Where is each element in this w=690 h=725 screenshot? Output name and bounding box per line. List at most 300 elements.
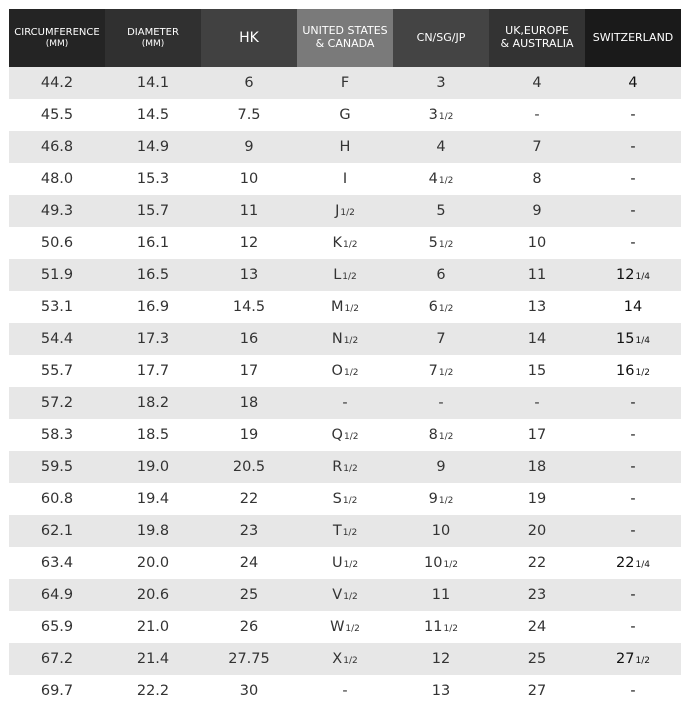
cell-fraction: 1/2 bbox=[344, 304, 359, 314]
diameter-cell bbox=[105, 515, 201, 547]
hk-cell bbox=[201, 227, 297, 259]
cell-fraction: 1/2 bbox=[438, 240, 454, 250]
cell-value: 8 bbox=[532, 171, 542, 187]
hk-cell bbox=[201, 195, 297, 227]
cell-value: Q bbox=[331, 427, 343, 443]
table-row bbox=[9, 419, 681, 451]
cell-value: 62.1 bbox=[40, 523, 74, 539]
cell-value: O bbox=[331, 363, 343, 379]
table-body bbox=[9, 67, 681, 707]
table-row bbox=[9, 547, 681, 579]
switzerland-cell bbox=[585, 195, 681, 227]
table-row bbox=[9, 675, 681, 707]
cell-value: 15 bbox=[527, 363, 547, 379]
cell-value: - bbox=[630, 459, 636, 475]
header-hk: HK bbox=[201, 9, 297, 67]
cell-value: 27 bbox=[527, 683, 547, 699]
circumference-cell bbox=[9, 355, 105, 387]
cell-value: 17.7 bbox=[136, 363, 170, 379]
switzerland-cell bbox=[585, 451, 681, 483]
cell-fraction: 1/2 bbox=[343, 464, 358, 474]
cell-value: 13 bbox=[239, 267, 259, 283]
cn-sg-jp-cell bbox=[393, 675, 489, 707]
circumference-cell bbox=[9, 419, 105, 451]
us-canada-cell bbox=[297, 611, 393, 643]
cell-fraction: 1/2 bbox=[438, 368, 454, 378]
cell-value: 22 bbox=[527, 555, 547, 571]
cell-value: 6 bbox=[428, 299, 438, 315]
table-row bbox=[9, 579, 681, 611]
circumference-cell bbox=[9, 611, 105, 643]
us-canada-cell bbox=[297, 451, 393, 483]
cell-value: 4 bbox=[628, 75, 638, 91]
ring-size-table bbox=[9, 9, 681, 707]
diameter-cell bbox=[105, 611, 201, 643]
us-canada-cell bbox=[297, 323, 393, 355]
uk-europe-australia-cell bbox=[489, 579, 585, 611]
diameter-cell bbox=[105, 387, 201, 419]
cell-value: - bbox=[630, 107, 636, 123]
us-canada-cell bbox=[297, 419, 393, 451]
cell-value: 10 bbox=[431, 523, 451, 539]
uk-europe-australia-cell bbox=[489, 483, 585, 515]
cell-value: 7.5 bbox=[237, 107, 261, 123]
cn-sg-jp-cell bbox=[393, 227, 489, 259]
cell-value: 14.1 bbox=[136, 75, 170, 91]
cell-value: 11 bbox=[527, 267, 547, 283]
cn-sg-jp-cell bbox=[393, 547, 489, 579]
diameter-cell bbox=[105, 291, 201, 323]
uk-europe-australia-cell bbox=[489, 291, 585, 323]
uk-europe-australia-cell bbox=[489, 643, 585, 675]
circumference-cell bbox=[9, 451, 105, 483]
cell-value: - bbox=[630, 139, 636, 155]
uk-europe-australia-cell bbox=[489, 67, 585, 99]
cell-value: 3 bbox=[436, 75, 446, 91]
cell-value: - bbox=[630, 203, 636, 219]
hk-cell bbox=[201, 419, 297, 451]
header-uk-europe-australia: UK,EUROPE & AUSTRALIA bbox=[489, 9, 585, 67]
cn-sg-jp-cell bbox=[393, 387, 489, 419]
cell-value: 14.5 bbox=[232, 299, 266, 315]
cell-value: 20 bbox=[527, 523, 547, 539]
diameter-cell bbox=[105, 579, 201, 611]
cn-sg-jp-cell bbox=[393, 483, 489, 515]
cell-value: 49.3 bbox=[40, 203, 74, 219]
cell-value: 18 bbox=[527, 459, 547, 475]
cell-fraction: 1/2 bbox=[635, 656, 650, 666]
cell-fraction: 1/2 bbox=[438, 176, 454, 186]
us-canada-cell bbox=[297, 483, 393, 515]
cell-value: - bbox=[630, 619, 636, 635]
table-row bbox=[9, 643, 681, 675]
switzerland-cell bbox=[585, 387, 681, 419]
switzerland-cell bbox=[585, 483, 681, 515]
cell-fraction: 1/4 bbox=[635, 336, 650, 346]
cell-value: 20.6 bbox=[136, 587, 170, 603]
diameter-cell bbox=[105, 323, 201, 355]
cell-value: 9 bbox=[532, 203, 542, 219]
hk-cell bbox=[201, 163, 297, 195]
cell-value: - bbox=[630, 491, 636, 507]
cell-value: J bbox=[335, 203, 340, 219]
cell-value: 3 bbox=[428, 107, 438, 123]
diameter-cell bbox=[105, 643, 201, 675]
switzerland-cell bbox=[585, 675, 681, 707]
cell-value: 12 bbox=[239, 235, 259, 251]
cell-value: 46.8 bbox=[40, 139, 74, 155]
hk-cell bbox=[201, 67, 297, 99]
cell-value: - bbox=[342, 683, 348, 699]
header-switzerland: SWITZERLAND bbox=[585, 9, 681, 67]
cell-value: 15 bbox=[616, 331, 635, 347]
circumference-cell bbox=[9, 259, 105, 291]
cell-value: 15.7 bbox=[136, 203, 170, 219]
diameter-cell bbox=[105, 195, 201, 227]
cn-sg-jp-cell bbox=[393, 579, 489, 611]
cell-value: 17 bbox=[527, 427, 547, 443]
hk-cell bbox=[201, 387, 297, 419]
cn-sg-jp-cell bbox=[393, 131, 489, 163]
diameter-cell bbox=[105, 451, 201, 483]
cell-value: 24 bbox=[239, 555, 259, 571]
table-row bbox=[9, 259, 681, 291]
circumference-cell bbox=[9, 579, 105, 611]
cell-value: 55.7 bbox=[40, 363, 74, 379]
cell-value: - bbox=[630, 171, 636, 187]
hk-cell bbox=[201, 323, 297, 355]
switzerland-cell bbox=[585, 131, 681, 163]
cell-value: 10 bbox=[239, 171, 259, 187]
cell-value: 16 bbox=[239, 331, 259, 347]
table-row bbox=[9, 99, 681, 131]
cell-value: 17.3 bbox=[136, 331, 170, 347]
cell-value: 19 bbox=[527, 491, 547, 507]
cell-value: 11 bbox=[424, 619, 443, 635]
cell-value: 7 bbox=[428, 363, 438, 379]
switzerland-cell bbox=[585, 163, 681, 195]
switzerland-cell bbox=[585, 547, 681, 579]
cell-fraction: 1/2 bbox=[438, 496, 454, 506]
cell-value: U bbox=[331, 555, 343, 571]
circumference-cell bbox=[9, 163, 105, 195]
cell-fraction: 1/2 bbox=[343, 432, 359, 442]
hk-cell bbox=[201, 579, 297, 611]
circumference-cell bbox=[9, 131, 105, 163]
cell-value: 30 bbox=[239, 683, 259, 699]
us-canada-cell bbox=[297, 99, 393, 131]
cell-value: G bbox=[339, 107, 351, 123]
cell-value: - bbox=[630, 587, 636, 603]
cell-fraction: 1/4 bbox=[635, 560, 650, 570]
diameter-cell bbox=[105, 67, 201, 99]
cell-value: 13 bbox=[431, 683, 451, 699]
hk-cell bbox=[201, 291, 297, 323]
cn-sg-jp-cell bbox=[393, 291, 489, 323]
circumference-cell bbox=[9, 195, 105, 227]
cell-value: 65.9 bbox=[40, 619, 74, 635]
cell-value: 50.6 bbox=[40, 235, 74, 251]
table-row bbox=[9, 387, 681, 419]
cell-value: 16.5 bbox=[136, 267, 170, 283]
diameter-cell bbox=[105, 131, 201, 163]
cell-value: - bbox=[438, 395, 444, 411]
diameter-cell bbox=[105, 547, 201, 579]
cell-value: 21.4 bbox=[136, 651, 170, 667]
us-canada-cell bbox=[297, 131, 393, 163]
cell-value: 57.2 bbox=[40, 395, 74, 411]
diameter-cell bbox=[105, 163, 201, 195]
table-row bbox=[9, 483, 681, 515]
hk-cell bbox=[201, 99, 297, 131]
circumference-cell bbox=[9, 67, 105, 99]
table-row bbox=[9, 163, 681, 195]
table-row bbox=[9, 515, 681, 547]
cn-sg-jp-cell bbox=[393, 451, 489, 483]
cn-sg-jp-cell bbox=[393, 67, 489, 99]
cell-fraction: 1/2 bbox=[340, 208, 355, 218]
cell-value: 26 bbox=[239, 619, 259, 635]
uk-europe-australia-cell bbox=[489, 387, 585, 419]
cell-value: 54.4 bbox=[40, 331, 74, 347]
cell-value: 12 bbox=[431, 651, 451, 667]
cell-value: 11 bbox=[239, 203, 259, 219]
switzerland-cell bbox=[585, 643, 681, 675]
hk-cell bbox=[201, 483, 297, 515]
hk-cell bbox=[201, 643, 297, 675]
uk-europe-australia-cell bbox=[489, 227, 585, 259]
cell-value: 8 bbox=[428, 427, 438, 443]
cell-value: 18 bbox=[239, 395, 259, 411]
cell-value: 63.4 bbox=[40, 555, 74, 571]
header-diameter: DIAMETER (MM) bbox=[105, 9, 201, 67]
circumference-cell bbox=[9, 515, 105, 547]
cell-value: 25 bbox=[527, 651, 547, 667]
table-row bbox=[9, 227, 681, 259]
switzerland-cell bbox=[585, 259, 681, 291]
us-canada-cell bbox=[297, 227, 393, 259]
switzerland-cell bbox=[585, 99, 681, 131]
diameter-cell bbox=[105, 227, 201, 259]
cell-value: 6 bbox=[436, 267, 446, 283]
cn-sg-jp-cell bbox=[393, 515, 489, 547]
cell-value: - bbox=[630, 683, 636, 699]
circumference-cell bbox=[9, 387, 105, 419]
cell-value: F bbox=[340, 75, 350, 91]
cell-fraction: 1/2 bbox=[343, 656, 358, 666]
cell-value: 19.4 bbox=[136, 491, 170, 507]
switzerland-cell bbox=[585, 67, 681, 99]
cell-value: 7 bbox=[532, 139, 542, 155]
switzerland-cell bbox=[585, 419, 681, 451]
cell-value: 16.9 bbox=[136, 299, 170, 315]
cell-value: 59.5 bbox=[40, 459, 74, 475]
cell-value: 4 bbox=[428, 171, 438, 187]
uk-europe-australia-cell bbox=[489, 611, 585, 643]
cell-value: - bbox=[630, 523, 636, 539]
cn-sg-jp-cell bbox=[393, 643, 489, 675]
cell-value: L bbox=[333, 267, 342, 283]
uk-europe-australia-cell bbox=[489, 259, 585, 291]
diameter-cell bbox=[105, 483, 201, 515]
uk-europe-australia-cell bbox=[489, 547, 585, 579]
cell-value: 19 bbox=[239, 427, 259, 443]
cell-value: 12 bbox=[616, 267, 635, 283]
header-us-canada: UNITED STATES & CANADA bbox=[297, 9, 393, 67]
cell-value: 16.1 bbox=[136, 235, 170, 251]
cn-sg-jp-cell bbox=[393, 419, 489, 451]
cell-value: 22.2 bbox=[136, 683, 170, 699]
cell-value: - bbox=[630, 235, 636, 251]
us-canada-cell bbox=[297, 675, 393, 707]
cell-value: 24 bbox=[527, 619, 547, 635]
cell-value: 45.5 bbox=[40, 107, 74, 123]
cell-value: 18.2 bbox=[136, 395, 170, 411]
diameter-cell bbox=[105, 419, 201, 451]
uk-europe-australia-cell bbox=[489, 355, 585, 387]
cell-fraction: 1/4 bbox=[635, 272, 650, 282]
cell-value: 69.7 bbox=[40, 683, 74, 699]
us-canada-cell bbox=[297, 67, 393, 99]
hk-cell bbox=[201, 355, 297, 387]
cell-value: 14.5 bbox=[136, 107, 170, 123]
uk-europe-australia-cell bbox=[489, 131, 585, 163]
switzerland-cell bbox=[585, 579, 681, 611]
table-row bbox=[9, 131, 681, 163]
table-row bbox=[9, 611, 681, 643]
diameter-cell bbox=[105, 355, 201, 387]
table-row bbox=[9, 355, 681, 387]
cell-value: - bbox=[534, 107, 540, 123]
cell-value: 27.75 bbox=[228, 651, 270, 667]
table-row bbox=[9, 323, 681, 355]
us-canada-cell bbox=[297, 643, 393, 675]
cell-value: 19.8 bbox=[136, 523, 170, 539]
cell-value: - bbox=[630, 427, 636, 443]
uk-europe-australia-cell bbox=[489, 323, 585, 355]
circumference-cell bbox=[9, 323, 105, 355]
cell-value: 53.1 bbox=[40, 299, 74, 315]
diameter-cell bbox=[105, 259, 201, 291]
us-canada-cell bbox=[297, 579, 393, 611]
circumference-cell bbox=[9, 291, 105, 323]
cell-value: - bbox=[342, 395, 348, 411]
cell-value: 5 bbox=[428, 235, 438, 251]
uk-europe-australia-cell bbox=[489, 163, 585, 195]
circumference-cell bbox=[9, 99, 105, 131]
cell-value: 4 bbox=[532, 75, 542, 91]
switzerland-cell bbox=[585, 355, 681, 387]
cell-value: 5 bbox=[436, 203, 446, 219]
cell-value: 7 bbox=[436, 331, 446, 347]
cell-value: 14 bbox=[623, 299, 643, 315]
circumference-cell bbox=[9, 483, 105, 515]
cell-value: - bbox=[630, 395, 636, 411]
switzerland-cell bbox=[585, 323, 681, 355]
cell-value: 20.5 bbox=[232, 459, 266, 475]
cell-value: 67.2 bbox=[40, 651, 74, 667]
cell-value: 22 bbox=[239, 491, 259, 507]
uk-europe-australia-cell bbox=[489, 99, 585, 131]
hk-cell bbox=[201, 451, 297, 483]
switzerland-cell bbox=[585, 291, 681, 323]
us-canada-cell bbox=[297, 163, 393, 195]
switzerland-cell bbox=[585, 227, 681, 259]
cell-value: 17 bbox=[239, 363, 259, 379]
diameter-cell bbox=[105, 675, 201, 707]
cell-value: I bbox=[342, 171, 348, 187]
cell-value: X bbox=[332, 651, 343, 667]
cell-fraction: 1/2 bbox=[343, 560, 359, 570]
us-canada-cell bbox=[297, 259, 393, 291]
cell-value: 20.0 bbox=[136, 555, 170, 571]
cell-value: 58.3 bbox=[40, 427, 74, 443]
hk-cell bbox=[201, 547, 297, 579]
cell-value: 14.9 bbox=[136, 139, 170, 155]
cell-value: 6 bbox=[244, 75, 254, 91]
cell-fraction: 1/2 bbox=[438, 112, 454, 122]
cell-value: 51.9 bbox=[40, 267, 74, 283]
uk-europe-australia-cell bbox=[489, 419, 585, 451]
cell-value: 25 bbox=[239, 587, 259, 603]
header-row bbox=[9, 9, 681, 67]
cell-value: 60.8 bbox=[40, 491, 74, 507]
cell-fraction: 1/2 bbox=[345, 624, 360, 634]
cell-value: N bbox=[331, 331, 343, 347]
cell-value: 11 bbox=[431, 587, 451, 603]
hk-cell bbox=[201, 515, 297, 547]
diameter-cell bbox=[105, 99, 201, 131]
cell-value: R bbox=[332, 459, 343, 475]
cell-value: 4 bbox=[436, 139, 446, 155]
circumference-cell bbox=[9, 227, 105, 259]
cell-fraction: 1/2 bbox=[438, 432, 454, 442]
table-row bbox=[9, 451, 681, 483]
cell-value: 27 bbox=[616, 651, 635, 667]
cell-value: S bbox=[332, 491, 342, 507]
cell-value: H bbox=[339, 139, 351, 155]
cell-value: 48.0 bbox=[40, 171, 74, 187]
cell-value: 23 bbox=[527, 587, 547, 603]
cn-sg-jp-cell bbox=[393, 195, 489, 227]
cell-value: V bbox=[332, 587, 343, 603]
cell-value: 23 bbox=[239, 523, 259, 539]
cell-value: 9 bbox=[428, 491, 438, 507]
cn-sg-jp-cell bbox=[393, 323, 489, 355]
cell-fraction: 1/2 bbox=[438, 304, 454, 314]
cell-fraction: 1/2 bbox=[342, 272, 357, 282]
us-canada-cell bbox=[297, 547, 393, 579]
header-cn-sg-jp: CN/SG/JP bbox=[393, 9, 489, 67]
cell-value: 9 bbox=[244, 139, 254, 155]
cn-sg-jp-cell bbox=[393, 259, 489, 291]
us-canada-cell bbox=[297, 195, 393, 227]
cell-value: 10 bbox=[527, 235, 547, 251]
uk-europe-australia-cell bbox=[489, 195, 585, 227]
uk-europe-australia-cell bbox=[489, 451, 585, 483]
cn-sg-jp-cell bbox=[393, 355, 489, 387]
cell-value: 9 bbox=[436, 459, 446, 475]
cell-value: 10 bbox=[424, 555, 443, 571]
uk-europe-australia-cell bbox=[489, 515, 585, 547]
cell-fraction: 1/2 bbox=[443, 624, 458, 634]
cell-value: - bbox=[534, 395, 540, 411]
switzerland-cell bbox=[585, 611, 681, 643]
cell-value: 18.5 bbox=[136, 427, 170, 443]
cell-value: W bbox=[330, 619, 345, 635]
us-canada-cell bbox=[297, 515, 393, 547]
hk-cell bbox=[201, 131, 297, 163]
